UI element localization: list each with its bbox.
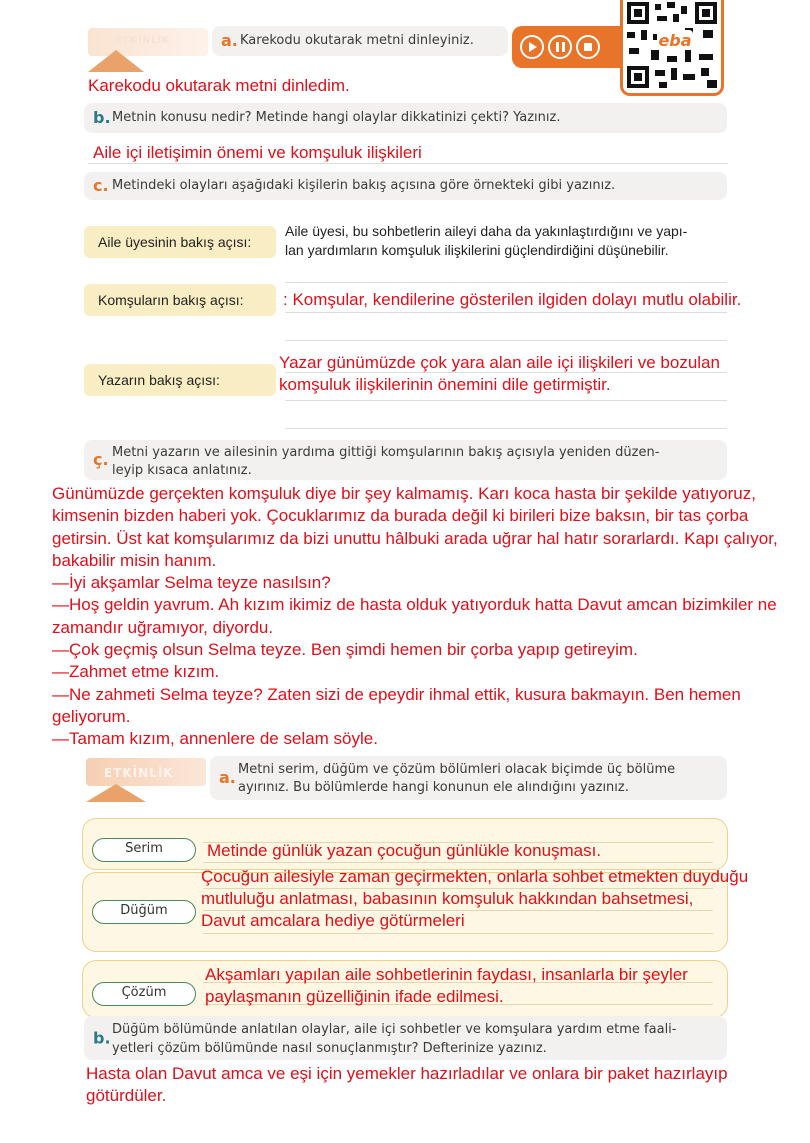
story-line: —Hoş geldin yavrum. Ah kızım ikimiz de hasta olduk yatıyorduk hatta Davut amcan bizimkiler ne bbox=[52, 595, 777, 615]
question-c-text: Metindeki olayları aşağıdaki kişilerin bakış açısına göre örnekteki gibi yazınız. bbox=[112, 178, 616, 193]
question-b-bar bbox=[84, 103, 727, 133]
cozum-answer: Akşamları yapılan aile sohbetlerinin faydası, insanlarla bir şeyler paylaşmanın güzelliğinin ifade edilmesi. bbox=[205, 965, 688, 1006]
answer-line bbox=[203, 933, 713, 934]
author-perspective-tag: Yazarın bakış açısı: bbox=[84, 364, 276, 396]
qr-pattern-icon bbox=[623, 0, 721, 92]
answer-line bbox=[285, 282, 727, 283]
mountain-decoration-icon bbox=[86, 784, 146, 802]
question-letter: b. bbox=[93, 108, 111, 127]
answer-line bbox=[285, 340, 727, 341]
story-line: geliyorum. bbox=[52, 706, 131, 726]
story-line: —Çok geçmiş olsun Selma teyze. Ben şimdi hemen bir çorba yapıp getireyim. bbox=[52, 640, 638, 660]
question-c-bar bbox=[84, 172, 727, 200]
etkinlik-faded-label: ETKİNLİK bbox=[116, 36, 171, 46]
answer-line bbox=[285, 312, 727, 313]
section2-question-b-bar: b. Düğüm bölümünde anlatılan olaylar, aile içi sohbetler ve komşulara yardım etme faali- yetleri çözüm bölümünde nasıl sonuçlanmıştır? Defterinize yazınız. bbox=[84, 1016, 727, 1060]
answer-line bbox=[203, 862, 713, 863]
story-line: Günümüzde gerçekten komşuluk diye bir şey kalmamış. Karı koca hasta bir şekilde yatıyoruz, bbox=[52, 484, 756, 503]
story-line: bakabilir misin hanım. bbox=[52, 550, 217, 570]
dugum-pill: Düğüm bbox=[92, 900, 196, 924]
etkinlik-faded-label-2: ETKİNLİK bbox=[104, 766, 174, 780]
question-a-text: Karekodu okutarak metni dinleyiniz. bbox=[240, 33, 474, 48]
story-line: getirsin. Üst kat komşularımız da bizi unuttu hâlbuki arada uğrar hal hatır sorarlardı. Kapı çalıyor, bbox=[52, 528, 778, 548]
question-a-bar bbox=[212, 26, 508, 56]
serim-answer: Metinde günlük yazan çocuğun günlükle konuşması. bbox=[207, 841, 602, 860]
section2-question-a-bar: a. Metni serim, düğüm ve çözüm bölümleri olacak biçimde üç bölüme ayırınız. Bu bölümlerde hangi konunun ele alındığını yazınız. bbox=[210, 756, 727, 800]
story-line: —Zahmet etme kızım. bbox=[52, 662, 220, 682]
author-answer: Yazar günümüzde çok yara alan aile içi ilişkileri ve bozulan komşuluk ilişkilerinin önemini dile getirmiştir. bbox=[279, 353, 720, 394]
answer-b: Aile içi iletişimin önemi ve komşuluk ilişkileri bbox=[93, 143, 422, 162]
answer-line bbox=[285, 372, 727, 373]
pause-icon[interactable] bbox=[548, 35, 572, 59]
story-line: kimsenin bizden haberi yok. Çocuklarımız da burada değil ki birileri bize baksın, bir tas çorba bbox=[52, 506, 749, 526]
question-b-text: Metnin konusu nedir? Metinde hangi olaylar dikkatinizi çekti? Yazınız. bbox=[112, 110, 561, 125]
answer-line bbox=[88, 163, 728, 164]
story-line: —Ne zahmeti Selma teyze? Zaten sizi de epeydir ihmal ettik, kusura bakmayın. Ben hemen bbox=[52, 684, 741, 704]
neighbors-answer: : Komşular, kendilerine gösterilen ilgiden dolayı mutlu olabilir. bbox=[283, 290, 742, 309]
story-line: zamandır uğramıyor, diyordu. bbox=[52, 617, 274, 637]
serim-pill: Serim bbox=[92, 838, 196, 862]
story-line: —İyi akşamlar Selma teyze nasılsın? bbox=[52, 573, 331, 593]
stop-icon[interactable] bbox=[576, 35, 600, 59]
question-letter: b. bbox=[93, 1028, 111, 1048]
family-perspective-example: Aile üyesi, bu sohbetlerin aileyi daha da yakınlaştırdığını ve yapı- lan yardımların komşuluk ilişkilerini güçlendirdiğini düşünebilir. bbox=[285, 223, 688, 258]
play-icon[interactable] bbox=[520, 35, 544, 59]
audio-player bbox=[512, 26, 624, 68]
question-letter: ç. bbox=[93, 450, 109, 469]
question-letter: a. bbox=[219, 768, 236, 787]
dugum-answer: Çocuğun ailesiyle zaman geçirmekten, onlarla sohbet etmekten duyduğu mutluluğu anlatması, babasının komşuluk hakkından bahsetmesi, Davut amcalara hediye götürmeleri bbox=[201, 867, 749, 930]
question-letter: c. bbox=[93, 176, 109, 195]
mountain-decoration-icon bbox=[88, 50, 144, 72]
qr-logo: eba bbox=[658, 31, 692, 50]
question-letter: a. bbox=[221, 31, 238, 50]
answer-a: Karekodu okutarak metni dinledim. bbox=[88, 76, 350, 95]
answer-line bbox=[285, 400, 727, 401]
cozum-pill: Çözüm bbox=[92, 982, 196, 1006]
answer-line bbox=[285, 428, 727, 429]
question-cc-bar: ç. Metni yazarın ve ailesinin yardıma gittiği komşularının bakış açısıyla yeniden düzen- leyip kısaca anlatınız. bbox=[84, 440, 727, 480]
section2-answer-b: Hasta olan Davut amca ve eşi için yemekler hazırladılar ve onlara bir paket hazırlayıp götürdüler. bbox=[86, 1064, 728, 1105]
story-answer bbox=[52, 483, 802, 751]
family-perspective-tag: Aile üyesinin bakış açısı: bbox=[84, 226, 276, 258]
qr-code[interactable] bbox=[620, 0, 724, 96]
story-line: —Tamam kızım, annenlere de selam söyle. bbox=[52, 729, 378, 749]
neighbors-perspective-tag: Komşuların bakış açısı: bbox=[84, 284, 276, 316]
